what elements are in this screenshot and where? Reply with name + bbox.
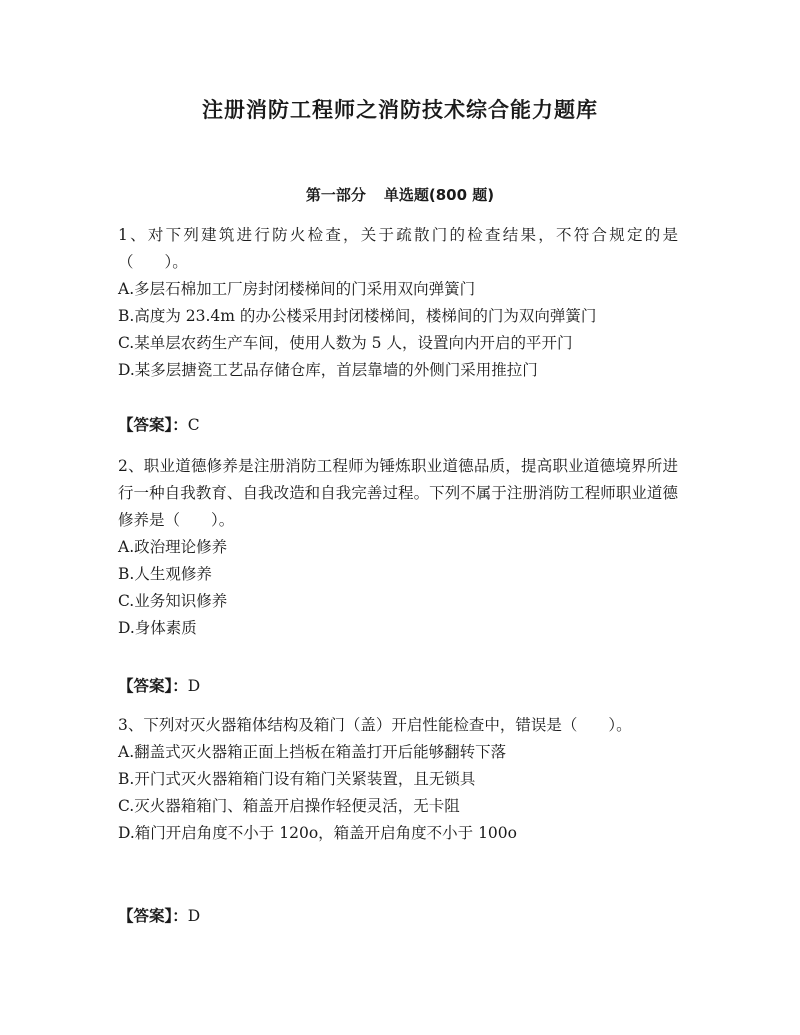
section-name: 单选题(800 题) [383, 186, 495, 204]
question-stem: 2、职业道德修养是注册消防工程师为锤炼职业道德品质，提高职业道德境界所进行一种自我教育、自我改造和自我完善过程。下列不属于注册消防工程师职业道德修养是（ ）。 [118, 457, 678, 529]
question-stem: 3、下列对灭火器箱体结构及箱门（盖）开启性能检查中，错误是（ ）。 [118, 716, 632, 734]
option-b: B.开门式灭火器箱箱门设有箱门关紧装置，且无锁具 [118, 770, 476, 788]
section-heading [0, 184, 800, 205]
question-1 [118, 222, 678, 384]
section-part: 第一部分 [305, 186, 366, 204]
answer-value: D [187, 677, 201, 695]
answer-value: C [187, 416, 200, 434]
option-a: A.翻盖式灭火器箱正面上挡板在箱盖打开后能够翻转下落 [118, 743, 507, 761]
document-title: 注册消防工程师之消防技术综合能力题库 [202, 98, 598, 122]
answer-2 [118, 673, 200, 700]
answer-label: 【答案】： [118, 677, 188, 695]
question-2 [118, 453, 678, 642]
option-a: A.政治理论修养 [118, 538, 228, 556]
option-c: C.灭火器箱箱门、箱盖开启操作轻便灵活，无卡阻 [118, 797, 460, 815]
option-d: D.箱门开启角度不小于 120o，箱盖开启角度不小于 100o [118, 824, 517, 842]
question-stem: 1、对下列建筑进行防火检查，关于疏散门的检查结果，不符合规定的是（ ）。 [118, 226, 678, 271]
answer-value: D [187, 907, 201, 925]
answer-1 [118, 412, 200, 439]
answer-3 [118, 903, 200, 930]
answer-label: 【答案】： [118, 907, 188, 925]
option-d: D.某多层搪瓷工艺品存储仓库，首层靠墙的外侧门采用推拉门 [118, 361, 538, 379]
option-a: A.多层石棉加工厂房封闭楼梯间的门采用双向弹簧门 [118, 280, 476, 298]
option-b: B.高度为 23.4m 的办公楼采用封闭楼梯间，楼梯间的门为双向弹簧门 [118, 307, 597, 325]
answer-label: 【答案】： [118, 416, 188, 434]
option-c: C.业务知识修养 [118, 592, 228, 610]
option-d: D.身体素质 [118, 619, 197, 637]
option-b: B.人生观修养 [118, 565, 212, 583]
question-3 [118, 712, 678, 847]
option-c: C.某单层农药生产车间，使用人数为 5 人，设置向内开启的平开门 [118, 334, 573, 352]
